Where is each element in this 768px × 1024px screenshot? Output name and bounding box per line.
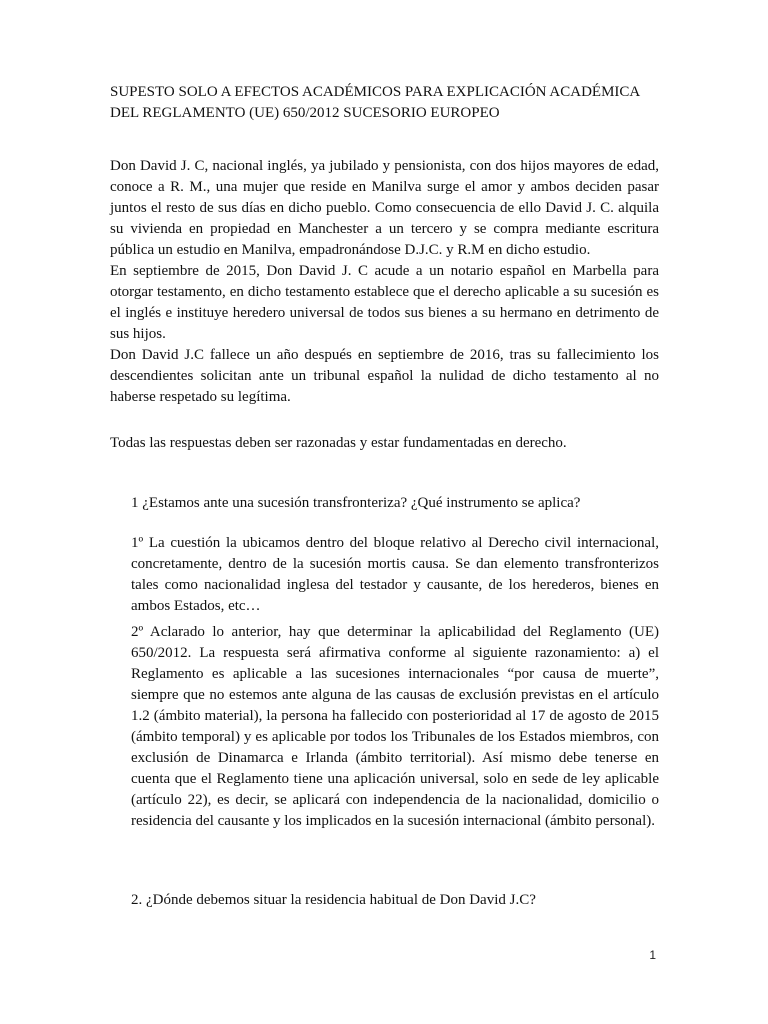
instructions-text: Todas las respuestas deben ser razonadas y estar fundamentadas en derecho. [110, 435, 567, 451]
question-1: 1 ¿Estamos ante una sucesión transfronteriza? ¿Qué instrumento se aplica? [131, 495, 581, 511]
question-2: 2. ¿Dónde debemos situar la residencia habitual de Don David J.C? [131, 892, 536, 908]
page-number: 1 [649, 948, 656, 962]
paragraph-facts-2: En septiembre de 2015, Don David J. C acude a un notario español en Marbella para otorgar testamento, en dicho testamento establece que el derecho aplicable a su sucesión es el inglés e instituye heredero universal de todos sus bienes a su hermano en detrimento de sus hijos. [110, 263, 659, 342]
paragraph-facts-1: Don David J. C, nacional inglés, ya jubilado y pensionista, con dos hijos mayores de edad, conoce a R. M., una mujer que reside en Manilva surge el amor y ambos deciden pasar juntos el resto de sus días en dicho pueblo. Como consecuencia de ello David J. C. alquila su vivienda en propiedad en Manchester a un tercero y se compra mediante escritura pública un estudio en Manilva, empadronándose D.J.C. y R.M en dicho estudio. [110, 158, 659, 258]
document-title: SUPESTO SOLO A EFECTOS ACADÉMICOS PARA EXPLICACIÓN ACADÉMICA DEL REGLAMENTO (UE) 650/2012 SUCESORIO EUROPEO [110, 84, 640, 121]
answer-1-point-1: 1º La cuestión la ubicamos dentro del bloque relativo al Derecho civil internacional, concretamente, dentro de la sucesión mortis causa. Se dan elemento transfronterizos tales como nacionalidad inglesa del testador y causante, de los herederos, bienes en ambos Estados, etc… [131, 535, 659, 614]
answer-1-point-2: 2º Aclarado lo anterior, hay que determinar la aplicabilidad del Reglamento (UE) 650/2012. La respuesta será afirmativa conforme al siguiente razonamiento: a) el Reglamento es aplicable a las sucesiones internacionales “por causa de muerte”, siempre que no estemos ante alguna de las causas de exclusión previstas en el artículo 1.2 (ámbito material), la persona ha fallecido con posterioridad al 17 de agosto de 2015 (ámbito temporal) y es aplicable por todos los Tribunales de los Estados miembros, con exclusión de Dinamarca e Irlanda (ámbito territorial). Así mismo debe tenerse en cuenta que el Reglamento tiene una aplicación universal, solo en sede de ley aplicable (artículo 22), es decir, se aplicará con independencia de la nacionalidad, domicilio o residencia del causante y los implicados en la sucesión internacional (ámbito personal). [131, 624, 659, 829]
paragraph-facts-3: Don David J.C fallece un año después en septiembre de 2016, tras su fallecimiento los descendientes solicitan ante un tribunal español la nulidad de dicho testamento al no haberse respetado su legítima. [110, 347, 659, 405]
